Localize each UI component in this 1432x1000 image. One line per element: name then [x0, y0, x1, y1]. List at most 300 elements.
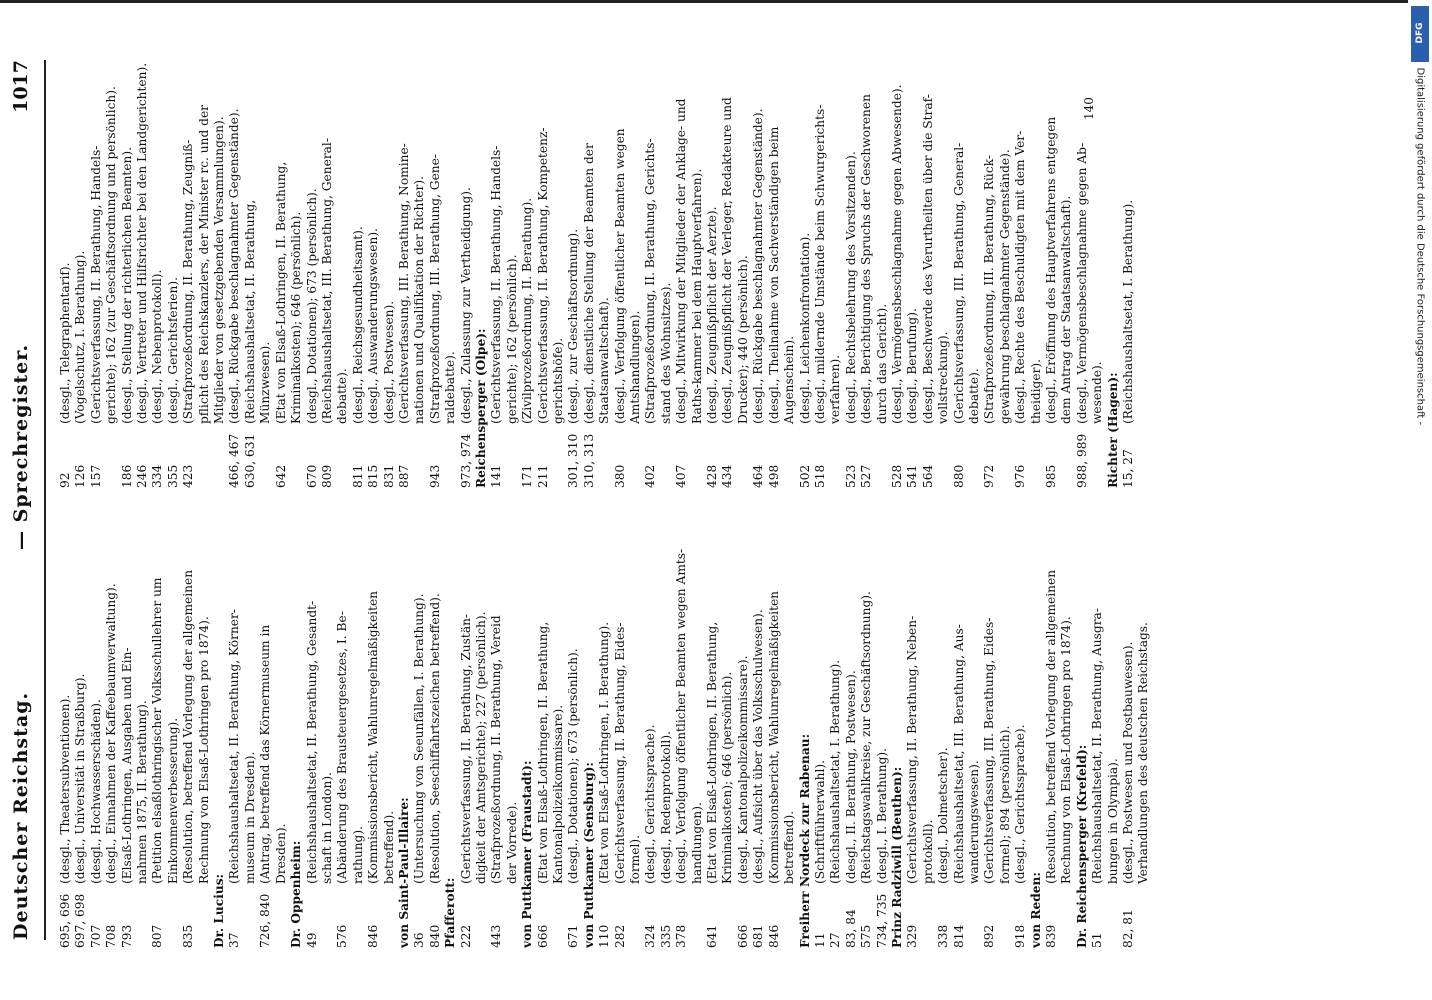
entry-page-refs: 378	[674, 924, 689, 948]
register-entry	[720, 33, 735, 488]
entry-continuation: Dresden).	[273, 823, 288, 884]
entry-text: (Schriftführerwahl).	[812, 759, 827, 884]
entry-text: (desgl., Rechte des Beschuldigten mit dem Ver-	[1013, 130, 1028, 424]
entry-page-refs: 282	[612, 924, 627, 948]
register-entry	[643, 493, 658, 948]
entry-text: (desgl., Berufung).	[905, 308, 920, 424]
entry-continuation: pflicht des Reichskanzlers, der Minister rc. und der	[196, 104, 211, 424]
register-entry	[459, 493, 474, 948]
entry-page-refs: 564	[920, 464, 935, 488]
entry-continuation: wanderungswesen).	[966, 760, 981, 884]
entry-continuation: Münzwesen).	[258, 341, 273, 424]
register-entry	[813, 33, 828, 488]
entry-continuation: durch das Gericht).	[874, 303, 889, 424]
register-entry	[58, 493, 73, 948]
entry-page-refs: 380	[612, 464, 627, 488]
register-entry	[520, 33, 535, 488]
entry-text: (desgl., mildernde Umstände beim Schwurgerichts-	[812, 104, 827, 424]
entry-page-refs: 918	[1013, 924, 1028, 948]
entry-text: (desgl., dienstliche Stellung der Beamten der	[581, 143, 596, 424]
entry-continuation: verfahren).	[828, 354, 843, 424]
entry-page-refs: 324	[643, 924, 658, 948]
left-column	[58, 493, 1152, 948]
entry-text: (desgl., Leichenkonfrontation).	[797, 232, 812, 424]
entry-continuation: digkeit der Amtsgerichte); 227 (persönlich).	[473, 611, 488, 884]
entry-text: (Reichshaushaltsetat, III. Berathung, General-	[319, 138, 334, 424]
dfg-logo-text: DFG	[1415, 22, 1425, 44]
register-entry	[643, 33, 658, 488]
entry-page-refs: 246	[135, 464, 150, 488]
register-entry	[366, 33, 381, 488]
entry-text: (Gerichtsverfassung, II. Berathung, Handels-	[489, 145, 504, 424]
entry-text: (Reichshaushaltsetat, I. Berathung).	[1121, 199, 1136, 424]
footer-page-number: 140	[1082, 97, 1096, 120]
register-entry	[566, 493, 581, 948]
entry-page-refs: 681	[751, 924, 766, 948]
entry-continuation: rathung).	[350, 826, 365, 884]
entry-page-refs: 82, 81	[1121, 909, 1136, 948]
register-entry	[366, 493, 381, 948]
page-header	[8, 60, 48, 940]
entry-continuation: betreffend).	[782, 810, 797, 884]
entry-text: (desgl., Rechtsbelehrung des Vorsitzenden).	[843, 151, 858, 424]
entry-page-refs: 466, 467	[227, 433, 242, 488]
entry-continuation: Verhandlungen des deutschen Reichstags.	[1136, 622, 1151, 884]
entry-text: (desgl., Reichsgesundheitsamt).	[350, 226, 365, 424]
header-left-title: Deutscher Reichstag.	[10, 691, 32, 940]
entry-page-refs: 423	[181, 464, 196, 488]
digitization-note	[1412, 67, 1428, 730]
entry-page-refs: 211	[535, 464, 550, 488]
entry-text: (Vogelschutz, I. Berathung).	[73, 250, 88, 424]
entry-text: (Resolution, Seeschiffahrtszeichen betreffend).	[427, 593, 442, 884]
register-entry	[705, 493, 720, 948]
entry-continuation: formel).	[628, 835, 643, 884]
speaker-heading: von Saint-Paul-Illaire:	[396, 797, 411, 948]
entry-text: (Reichshaushaltsetat, II. Berathung, Körner-	[227, 609, 242, 884]
entry-text: (Etat von Elsaß-Lothringen, I. Berathung).	[597, 621, 612, 884]
dfg-logo	[1411, 6, 1429, 62]
right-column	[58, 33, 1136, 488]
entry-continuation: Amtshandlungen).	[628, 310, 643, 424]
entry-text: (desgl., Aufsicht über das Volksschulwesen).	[751, 609, 766, 884]
entry-page-refs: 985	[1044, 464, 1058, 488]
register-entry	[1044, 33, 1059, 488]
register-entry	[181, 493, 196, 948]
entry-text: (Petition elsaßlothringischer Volksschullehrer um	[150, 577, 165, 884]
entry-continuation: Rechnung von Elsaß-Lothringen pro 1874).	[1059, 616, 1074, 884]
entry-text: (Strafprozeßordnung, II. Berathung, Vereid	[489, 615, 504, 884]
entry-page-refs: 697, 698	[73, 893, 88, 948]
entry-continuation: Raths-kammer bei dem Hauptverfahren).	[689, 168, 704, 424]
entry-continuation: Kriminalkosten); 646 (persönlich).	[720, 671, 735, 884]
entry-continuation: handlungen).	[689, 802, 704, 884]
entry-continuation: formel); 894 (persönlich).	[997, 725, 1012, 884]
entry-page-refs: 355	[165, 464, 180, 488]
entry-text: (Antrag, betreffend das Körnermuseum in	[258, 624, 273, 884]
entry-text: (desgl., Telegraphentarif).	[58, 262, 72, 424]
register-entry	[120, 493, 135, 948]
entry-page-refs: 51	[1090, 932, 1105, 948]
entry-continuation: schaft in London).	[319, 772, 334, 884]
entry-continuation: gerichte); 162 (persönlich).	[504, 254, 519, 424]
register-entry	[412, 493, 427, 948]
register-entry	[582, 33, 597, 488]
entry-text: (Reichshaushaltsetat, II. Berathung, Ausgra-	[1090, 608, 1105, 884]
register-entry	[243, 33, 258, 488]
entry-page-refs: 186	[119, 464, 134, 488]
entry-page-refs: 518	[812, 464, 827, 488]
entry-text: (desgl., II. Berathung, Postwesen).	[843, 670, 858, 884]
register-entry	[921, 33, 936, 488]
entry-page-refs: 83, 84	[843, 909, 858, 948]
entry-page-refs: 707	[88, 924, 103, 948]
entry-continuation: Mitglieder von gesetzgebenden Versammlungen).	[212, 116, 227, 424]
speaker-heading: Freiherr Nordeck zur Rabenau:	[797, 733, 812, 948]
entry-page-refs: 110	[597, 924, 612, 948]
header-page-number: 1017	[10, 60, 32, 113]
entry-page-refs: 976	[1013, 464, 1028, 488]
entry-text: (desgl., Eröffnung des Hauptverfahrens entgegen	[1044, 116, 1058, 424]
speaker-heading: von Reden:	[1028, 872, 1043, 948]
entry-text: (desgl., Verfolgung öffentlicher Beamten wegen	[612, 128, 627, 424]
register-entry	[705, 33, 720, 488]
entry-text: (desgl., Gerichtsferien).	[165, 277, 180, 424]
entry-page-refs: 443	[489, 924, 504, 948]
register-entry	[536, 493, 551, 948]
entry-text: (desgl., Beschwerde des Verurtheilten über die Straf-	[920, 94, 935, 424]
entry-text: (Resolution, betreffend Vorlegung der allgemeinen	[1044, 569, 1058, 884]
entry-page-refs: 92	[58, 472, 72, 488]
register-entry	[905, 493, 920, 948]
register-entry	[227, 493, 242, 948]
entry-page-refs: 329	[905, 924, 920, 948]
entry-text: (Gerichtsverfassung, II. Berathung, Kompetenz-	[535, 127, 550, 424]
entry-continuation: gerichte); 162 (zur Geschäftsordnung und persönlich).	[104, 86, 119, 424]
entry-text: (desgl., Zulassung zur Vertheidigung).	[458, 187, 473, 424]
entry-page-refs: 642	[273, 464, 288, 488]
register-entry	[751, 493, 766, 948]
entry-page-refs: 36	[412, 932, 427, 948]
register-entry	[982, 33, 997, 488]
entry-page-refs: 27	[828, 932, 843, 948]
register-entry	[305, 33, 320, 488]
register-entry	[798, 33, 813, 488]
entry-text: (desgl., Dolmetscher).	[936, 747, 951, 884]
entry-page-refs: 157	[88, 464, 103, 488]
entry-text: (desgl., Redenprotokoll).	[658, 731, 673, 884]
register-entry	[982, 493, 997, 948]
register-entry	[382, 33, 397, 488]
register-entry	[566, 33, 581, 488]
entry-page-refs: 846	[366, 924, 381, 948]
entry-text: (Zivilprozeßordnung, II. Berathung).	[520, 197, 535, 424]
entry-text: (desgl., Rückgabe beschlagnahmter Gegenstände).	[751, 108, 766, 424]
entry-text: (Strafprozeßordnung, III. Berathung, Gene-	[427, 154, 442, 424]
register-entry	[875, 493, 890, 948]
register-entry	[227, 33, 242, 488]
entry-continuation: debatte).	[966, 368, 981, 424]
speaker-heading: Dr. Oppenheim:	[289, 840, 304, 948]
entry-page-refs: 840	[427, 924, 442, 948]
entry-text: (desgl., zur Geschäftsordnung).	[566, 228, 581, 424]
register-entry	[828, 493, 843, 948]
entry-page-refs: 222	[458, 924, 473, 948]
entry-text: (Reichshaushaltsetat, III. Berathung, Aus-	[951, 624, 966, 884]
register-entry	[166, 33, 181, 488]
entry-continuation: debatte).	[335, 368, 350, 424]
entry-continuation: dem Antrag der Staatsanwaltschaft).	[1059, 195, 1074, 424]
register-entry	[489, 493, 504, 948]
entry-text: (Strafprozeßordnung, III. Berathung, Rück-	[982, 155, 997, 424]
entry-continuation: Einkommenverbesserung).	[165, 717, 180, 884]
entry-text: (Etat von Elsaß-Lothringen, II. Berathung,	[705, 621, 720, 884]
register-entry	[859, 33, 874, 488]
entry-text: (Abänderung des Brausteuergesetzes, I. Be-	[335, 611, 350, 884]
entry-page-refs: 880	[951, 464, 966, 488]
entry-text: (desgl., Vertreter und Hilfsrichter bei den Landgerichten).	[135, 62, 150, 424]
entry-page-refs: 428	[705, 464, 720, 488]
register-entry	[73, 33, 88, 488]
register-entry	[952, 493, 967, 948]
entry-continuation: Augenschein).	[782, 335, 797, 424]
register-entry	[274, 33, 289, 488]
register-entry	[397, 33, 412, 488]
header-rule	[44, 60, 46, 940]
entry-page-refs: 498	[766, 464, 781, 488]
entry-page-refs: 527	[859, 464, 874, 488]
register-entry	[536, 33, 551, 488]
entry-page-refs: 434	[720, 464, 735, 488]
register-entry	[258, 493, 273, 948]
entry-text: (Etat von Elsaß-Lothringen, II. Berathung,	[535, 621, 550, 884]
register-entry	[767, 493, 782, 948]
entry-continuation: der Vorrede).	[504, 801, 519, 884]
entry-text: (Gerichtsverfassung, III. Berathung, Eides-	[982, 617, 997, 884]
entry-text: (desgl., Vermögensbeschlagnahme gegen Abwesende).	[889, 84, 904, 424]
entry-page-refs: 310, 313	[581, 433, 596, 488]
entry-text: (Reichshaushaltsetat, II. Berathung, Gesandt-	[304, 600, 319, 884]
entry-page-refs: 641	[705, 924, 720, 948]
entry-page-refs: 943	[427, 464, 442, 488]
entry-text: (desgl., Mitwirkung der Mitglieder der Anklage- und	[674, 98, 689, 424]
register-entry	[736, 493, 751, 948]
entry-continuation: Staatsanwaltschaft).	[597, 297, 612, 424]
speaker-heading: Dr. Reichensperger (Krefeld):	[1074, 744, 1089, 948]
register-entry	[150, 493, 165, 948]
entry-text: (desgl., Verfolgung öffentlicher Beamten wegen Amts-	[674, 548, 689, 884]
register-entry	[1013, 33, 1028, 488]
entry-page-refs: 972	[982, 464, 997, 488]
entry-text: (desgl., Kantonalpolizeikommissare).	[735, 655, 750, 884]
register-entry	[104, 493, 119, 948]
entry-text: (Kommissionsbericht, Wahlunregelmäßigkeiten	[766, 590, 781, 884]
entry-page-refs: 575	[859, 924, 874, 948]
speaker-heading: von Puttkamer (Fraustadt):	[520, 760, 535, 948]
entry-page-refs: 402	[643, 464, 658, 488]
speaker-heading: von Puttkamer (Sensburg):	[581, 762, 596, 948]
entry-page-refs: 171	[520, 464, 535, 488]
speaker-heading: Reichensperger (Olpe):	[473, 328, 488, 488]
entry-text: (Gerichtsverfassung, II. Berathung, Handels-	[88, 145, 103, 424]
entry-page-refs: 37	[227, 932, 242, 948]
register-entry	[844, 493, 859, 948]
entry-page-refs: 708	[104, 924, 119, 948]
entry-page-refs: 793	[119, 924, 134, 948]
register-entry	[674, 493, 689, 948]
entry-page-refs: 811	[350, 464, 365, 488]
entry-text: (desgl., Universität in Straßburg).	[73, 673, 88, 884]
entry-text: (desgl., Vermögensbeschlagnahme gegen Ab-	[1074, 142, 1089, 424]
entry-continuation: wesende).	[1090, 361, 1105, 424]
entry-text: (Kommissionsbericht, Wahlunregelmäßigkeiten	[366, 590, 381, 884]
register-entry	[351, 33, 366, 488]
register-entry	[1013, 493, 1028, 948]
register-entry	[597, 493, 612, 948]
register-entry	[813, 493, 828, 948]
register-entry	[181, 33, 196, 488]
entry-text: (Strafprozeßordnung, II. Berathung, Zeugniß-	[181, 139, 196, 424]
register-entry	[674, 33, 689, 488]
entry-page-refs: 141	[489, 464, 504, 488]
entry-page-refs: 695, 696	[58, 893, 72, 948]
register-entry	[489, 33, 504, 488]
register-entry	[613, 33, 628, 488]
entry-continuation: stand des Wohnsitzes).	[658, 282, 673, 424]
entry-page-refs: 839	[1044, 924, 1058, 948]
entry-page-refs: 301, 310	[566, 433, 581, 488]
register-entry	[305, 493, 320, 948]
entry-text: (Gerichtsverfassung, II. Berathung, Eides-	[612, 622, 627, 884]
register-entry	[952, 33, 967, 488]
entry-page-refs: 809	[319, 464, 334, 488]
entry-text: (desgl., Rückgabe beschlagnahmter Gegenstände).	[227, 108, 242, 424]
register-entry	[1044, 493, 1059, 948]
entry-text: (desgl., Postwesen).	[381, 300, 396, 424]
entry-page-refs: 126	[73, 464, 88, 488]
entry-text: (desgl., Gerichtssprache).	[1013, 724, 1028, 884]
entry-page-refs: 528	[889, 464, 904, 488]
register-entry	[844, 33, 859, 488]
entry-continuation: nahmen 1875, II. Berathung).	[135, 700, 150, 884]
entry-continuation: bungen in Olympia).	[1105, 758, 1120, 884]
entry-text: (desgl., Zeugnißpflicht der Verleger, Redakteure und	[720, 97, 735, 424]
register-entry	[58, 33, 73, 488]
entry-text: (desgl., Dotationen); 673 (persönlich).	[566, 648, 581, 884]
register-entry	[1121, 33, 1136, 488]
entry-text: (desgl., Theilnahme von Sachverständigen beim	[766, 126, 781, 424]
entry-text: (desgl., Dotationen); 673 (persönlich).	[304, 188, 319, 424]
register-entry	[428, 493, 443, 948]
entry-text: (desgl., Stellung der richterlichen Beamten).	[119, 146, 134, 424]
entry-text: (Resolution, betreffend Vorlegung der allgemeinen	[181, 569, 196, 884]
entry-text: (Reichshaushaltsetat, I. Berathung).	[828, 659, 843, 884]
entry-page-refs: 846	[766, 924, 781, 948]
entry-text: (Gerichtsverfassung, III. Berathung, General-	[951, 142, 966, 424]
entry-page-refs: 407	[674, 464, 689, 488]
entry-page-refs: 541	[905, 464, 920, 488]
entry-page-refs: 464	[751, 464, 766, 488]
entry-continuation: protokoll).	[920, 819, 935, 884]
entry-continuation: raldebatte).	[443, 351, 458, 424]
register-entry	[73, 493, 88, 948]
entry-text: (desgl., Theatersubventionen).	[58, 694, 72, 884]
entry-page-refs: 630, 631	[242, 433, 257, 488]
register-entry	[1121, 493, 1136, 948]
entry-text: (Gerichtsverfassung, III. Berathung, Nomine-	[396, 143, 411, 424]
register-entry	[936, 493, 951, 948]
entry-continuation: gewährung beschlagnahmter Gegenstände).	[997, 149, 1012, 424]
entry-page-refs: 887	[396, 464, 411, 488]
register-entry	[89, 33, 104, 488]
entry-page-refs: 988, 989	[1074, 433, 1089, 488]
register-entry	[135, 33, 150, 488]
entry-page-refs: 973, 974	[458, 433, 473, 488]
register-entry	[120, 33, 135, 488]
register-entry	[459, 33, 474, 488]
entry-continuation: gerichtshöfe).	[551, 337, 565, 424]
entry-page-refs: 502	[797, 464, 812, 488]
entry-text: (desgl., Gerichtssprache).	[643, 724, 658, 884]
entry-page-refs: 670	[304, 464, 319, 488]
register-entry	[751, 33, 766, 488]
entry-text: (desgl., I. Berathung).	[874, 747, 889, 884]
entry-continuation: Rechnung von Elsaß-Lothringen pro 1874).	[196, 616, 211, 884]
entry-text: (desgl., Nebenprotokoll).	[150, 269, 165, 424]
entry-continuation: vollstreckung).	[936, 331, 951, 424]
entry-page-refs: 835	[181, 924, 196, 948]
entry-continuation: theidiger).	[1028, 358, 1043, 424]
entry-continuation: Kantonalpolizeikommissare).	[551, 704, 565, 884]
entry-page-refs: 576	[335, 924, 350, 948]
entry-text: (desgl., Berichtigung des Spruchs der Geschworenen	[859, 94, 874, 424]
entry-page-refs: 15, 27	[1121, 449, 1136, 488]
entry-text: (Etat von Elsaß-Lothringen, II. Berathung,	[273, 161, 288, 424]
entry-page-refs: 671	[566, 924, 581, 948]
entry-page-refs: 892	[982, 924, 997, 948]
entry-text: (desgl., Auswanderungswesen).	[366, 228, 381, 424]
register-entry	[613, 493, 628, 948]
register-entry	[767, 33, 782, 488]
entry-page-refs: 11	[812, 932, 827, 948]
entry-page-refs: 726, 840	[258, 893, 273, 948]
entry-page-refs: 814	[951, 924, 966, 948]
register-entry	[859, 493, 874, 948]
entry-page-refs: 815	[366, 464, 381, 488]
header-center-title: — Sprechregister.	[10, 343, 32, 550]
entry-text: (Gerichtsverfassung, II. Berathung, Zustän-	[458, 613, 473, 884]
entry-page-refs: 334	[150, 464, 165, 488]
entry-text: (desgl., Zeugnißpflicht der Aerzte).	[705, 206, 720, 424]
register-entry	[320, 33, 335, 488]
entry-page-refs: 734, 735	[874, 893, 889, 948]
entry-text: (desgl., Postwesen und Postbauwesen).	[1121, 641, 1136, 884]
digitization-sidebar	[1408, 0, 1432, 1000]
entry-page-refs: 666	[535, 924, 550, 948]
entry-text: (Reichstagswahlkreise, zur Geschäftsordnung).	[859, 591, 874, 884]
entry-text: (Strafprozeßordnung, II. Berathung, Gerichts-	[643, 138, 658, 424]
register-entry	[150, 33, 165, 488]
entry-page-refs: 335	[658, 924, 673, 948]
entry-text: (desgl., Einnahmen der Kaffeebaumverwaltung).	[104, 583, 119, 884]
entry-text: (Reichshaushaltsetat, II. Berathung,	[242, 199, 257, 424]
entry-text: (Gerichtsverfassung, II. Berathung, Neben-	[905, 615, 920, 884]
entry-page-refs: 523	[843, 464, 858, 488]
entry-text: (Elsaß-Lothringen, Ausgaben und Ein-	[119, 647, 134, 884]
register-entry	[890, 33, 905, 488]
register-entry	[89, 493, 104, 948]
speaker-heading: Prinz Radziwill (Beuthen):	[889, 766, 904, 948]
